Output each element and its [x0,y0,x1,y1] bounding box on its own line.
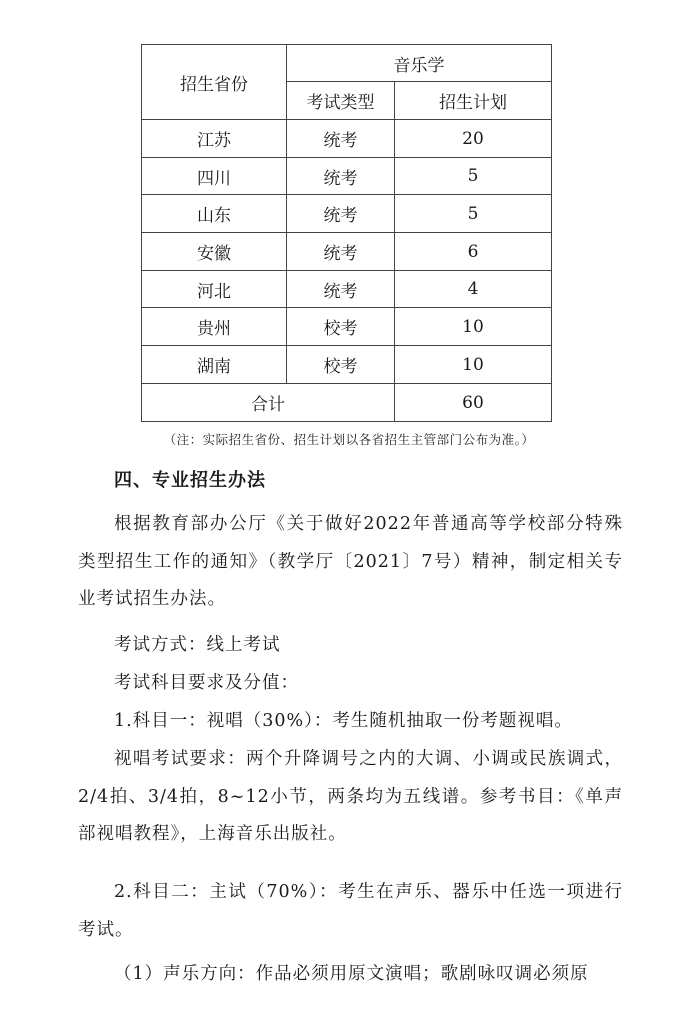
table-total-row [142,384,552,422]
plan-cell: 4 [395,271,552,308]
exam-type-cell: 统考 [287,233,395,271]
province-cell: 山东 [142,195,287,233]
paragraph-exam-method: 考试方式：线上考试 [114,635,281,655]
table-row [142,120,552,158]
enrollment-plan-table [141,44,552,422]
province-cell: 贵州 [142,308,287,346]
header-major: 音乐学 [287,45,552,82]
exam-type-cell: 校考 [287,346,395,384]
total-value: 60 [395,384,552,422]
table-row [142,158,552,195]
header-exam-type: 考试类型 [287,82,395,120]
table-row [142,195,552,233]
plan-cell: 20 [395,120,552,158]
province-cell: 河北 [142,271,287,308]
paragraph-sight-singing-requirements: 视唱考试要求：两个升降调号之内的大调、小调或民族调式，2/4拍、3/4拍，8~12小节，两条均为五线谱。参考书目：《单声部视唱教程》，上海音乐出版社。 [78,749,623,845]
plan-cell: 6 [395,233,552,271]
paragraph-policy: 根据教育部办公厅《关于做好2022年普通高等学校部分特殊类型招生工作的通知》（教学厅〔2021〕7号）精神，制定相关专业考试招生办法。 [78,514,623,610]
paragraph-subject-one: 1.科目一：视唱（30%）：考生随机抽取一份考题视唱。 [114,711,573,731]
province-cell: 安徽 [142,233,287,271]
table-note: （注：实际招生省份、招生计划以各省招生主管部门公布为准。） [163,432,535,447]
paragraph-vocal-direction: （1）声乐方向：作品必须用原文演唱；歌剧咏叹调必须原 [114,964,589,984]
province-cell: 四川 [142,158,287,195]
exam-type-cell: 统考 [287,120,395,158]
total-label: 合计 [142,384,395,422]
exam-type-cell: 统考 [287,158,395,195]
paragraph-exam-subjects: 考试科目要求及分值： [114,673,299,693]
table-row [142,233,552,271]
exam-type-cell: 校考 [287,308,395,346]
plan-cell: 5 [395,158,552,195]
header-province: 招生省份 [142,45,287,120]
table-row [142,271,552,308]
table-row [142,308,552,346]
province-cell: 江苏 [142,120,287,158]
header-plan: 招生计划 [395,82,552,120]
section-heading: 四、专业招生办法 [114,470,266,491]
plan-cell: 10 [395,308,552,346]
plan-cell: 10 [395,346,552,384]
exam-type-cell: 统考 [287,271,395,308]
table-row [142,346,552,384]
province-cell: 湖南 [142,346,287,384]
exam-type-cell: 统考 [287,195,395,233]
plan-cell: 5 [395,195,552,233]
paragraph-subject-two: 2.科目二：主试（70%）：考生在声乐、器乐中任选一项进行考试。 [78,882,623,940]
